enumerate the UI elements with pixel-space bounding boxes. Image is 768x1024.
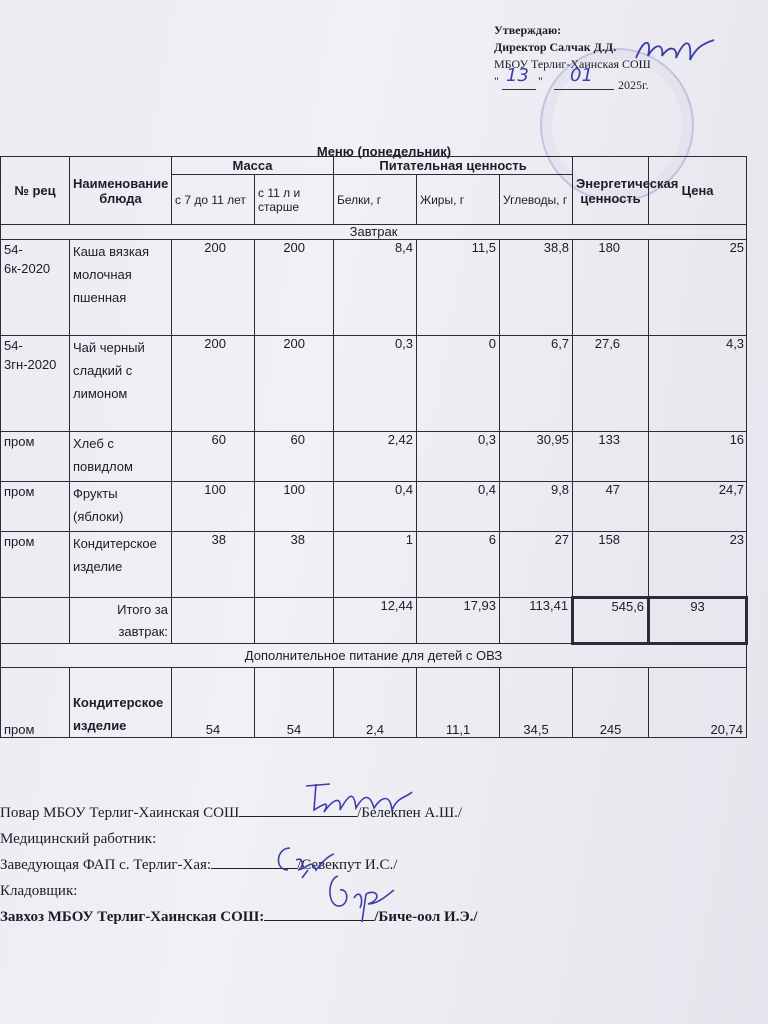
row-mass-11-plus: 38	[255, 532, 334, 598]
director-name: Директор Салчак Д.Д.	[494, 40, 617, 54]
section-extra: Дополнительное питание для детей с ОВЗ	[1, 644, 747, 668]
row-price: 25	[649, 240, 747, 336]
row-energy: 133	[573, 432, 649, 482]
director-signature	[630, 30, 720, 70]
row-carbs: 30,95	[500, 432, 573, 482]
total-protein: 12,44	[334, 598, 417, 644]
extra-price: 20,74	[649, 668, 747, 738]
total-carbs: 113,41	[500, 598, 573, 644]
row-code: 54-6к-2020	[1, 240, 70, 336]
row-mass-7-11: 60	[172, 432, 255, 482]
table-row	[1, 532, 747, 598]
menu-title: Меню (понедельник)	[316, 144, 452, 159]
row-price: 16	[649, 432, 747, 482]
extra-fat: 11,1	[417, 668, 500, 738]
approval-date	[494, 65, 734, 92]
table-row	[1, 336, 747, 432]
row-protein: 8,4	[334, 240, 417, 336]
table-row	[1, 482, 747, 532]
total-energy: 545,6	[573, 598, 649, 644]
header-mass: Масса	[172, 157, 334, 175]
signature-line-store	[0, 878, 600, 904]
date-month: 01	[570, 65, 593, 86]
date-quote-open: "	[494, 74, 499, 88]
fap-name: /Севекпут И.С./	[297, 857, 398, 873]
row-mass-11-plus: 100	[255, 482, 334, 532]
row-mass-11-plus: 60	[255, 432, 334, 482]
cook-label: Повар МБОУ Терлиг-Хаинская СОШ	[0, 805, 240, 821]
row-mass-11-plus: 200	[255, 240, 334, 336]
header-dish-name: Наименование блюда	[70, 157, 172, 225]
extra-energy: 245	[573, 668, 649, 738]
row-protein: 0,3	[334, 336, 417, 432]
extra-protein: 2,4	[334, 668, 417, 738]
header-nutrition: Питательная ценность	[334, 157, 573, 175]
row-protein: 2,42	[334, 432, 417, 482]
school-name: МБОУ Терлиг-Хаинская СОШ	[494, 57, 651, 71]
table-row	[1, 668, 747, 738]
header-rec-no: № рец	[1, 157, 70, 225]
row-fat: 0,3	[417, 432, 500, 482]
row-dish-name: Фрукты (яблоки)	[70, 482, 172, 532]
row-fat: 0	[417, 336, 500, 432]
store-label: Кладовщик:	[0, 883, 78, 899]
total-price: 93	[649, 598, 747, 644]
extra-mass-11-plus: 54	[255, 668, 334, 738]
row-energy: 27,6	[573, 336, 649, 432]
row-fat: 6	[417, 532, 500, 598]
row-fat: 11,5	[417, 240, 500, 336]
row-code: пром	[1, 432, 70, 482]
approval-title: Утверждаю:	[494, 23, 562, 37]
header-price: Цена	[649, 157, 747, 225]
row-carbs: 38,8	[500, 240, 573, 336]
date-quote-close: "	[538, 74, 543, 88]
header-mass-11-plus: с 11 л и старше	[255, 175, 334, 225]
row-mass-7-11: 200	[172, 240, 255, 336]
row-carbs: 9,8	[500, 482, 573, 532]
row-mass-7-11: 38	[172, 532, 255, 598]
signature-line-supply	[0, 904, 600, 930]
date-year: 2025г.	[618, 78, 649, 92]
cook-signature	[300, 780, 430, 820]
table-row	[1, 240, 747, 336]
total-row	[1, 598, 747, 644]
row-price: 24,7	[649, 482, 747, 532]
header-mass-7-11: с 7 до 11 лет	[172, 175, 255, 225]
row-code: пром	[1, 532, 70, 598]
row-energy: 180	[573, 240, 649, 336]
extra-code: пром	[1, 668, 70, 738]
medic-label: Медицинский работник:	[0, 831, 157, 847]
date-day: 13	[506, 65, 529, 86]
extra-dish-name: Кондитерское изделие	[70, 668, 172, 738]
total-label: Итого за завтрак:	[70, 598, 172, 644]
row-protein: 1	[334, 532, 417, 598]
row-dish-name: Каша вязкая молочная пшенная	[70, 240, 172, 336]
row-carbs: 6,7	[500, 336, 573, 432]
extra-mass-7-11: 54	[172, 668, 255, 738]
row-code: 54-3гн-2020	[1, 336, 70, 432]
row-mass-7-11: 200	[172, 336, 255, 432]
cook-name: /Белекпен А.Ш./	[357, 805, 463, 821]
row-price: 23	[649, 532, 747, 598]
menu-table	[0, 156, 748, 738]
total-fat: 17,93	[417, 598, 500, 644]
supply-name: /Биче-оол И.Э./	[374, 909, 478, 925]
row-mass-7-11: 100	[172, 482, 255, 532]
section-breakfast: Завтрак	[1, 225, 747, 240]
row-fat: 0,4	[417, 482, 500, 532]
row-energy: 158	[573, 532, 649, 598]
header-protein: Белки, г	[334, 175, 417, 225]
extra-carbs: 34,5	[500, 668, 573, 738]
row-dish-name: Хлеб с повидлом	[70, 432, 172, 482]
table-row	[1, 432, 747, 482]
row-carbs: 27	[500, 532, 573, 598]
row-protein: 0,4	[334, 482, 417, 532]
header-carbs: Углеводы, г	[500, 175, 573, 225]
row-dish-name: Чай черный сладкий с лимоном	[70, 336, 172, 432]
supply-label: Завхоз МБОУ Терлиг-Хаинская СОШ:	[0, 909, 265, 925]
header-energy: Энергетическая ценность	[573, 157, 649, 225]
row-energy: 47	[573, 482, 649, 532]
fap-label: Заведующая ФАП с. Терлиг-Хая:	[0, 857, 212, 873]
header-fat: Жиры, г	[417, 175, 500, 225]
row-dish-name: Кондитерское изделие	[70, 532, 172, 598]
supply-signature	[320, 870, 400, 926]
row-price: 4,3	[649, 336, 747, 432]
row-code: пром	[1, 482, 70, 532]
row-mass-11-plus: 200	[255, 336, 334, 432]
